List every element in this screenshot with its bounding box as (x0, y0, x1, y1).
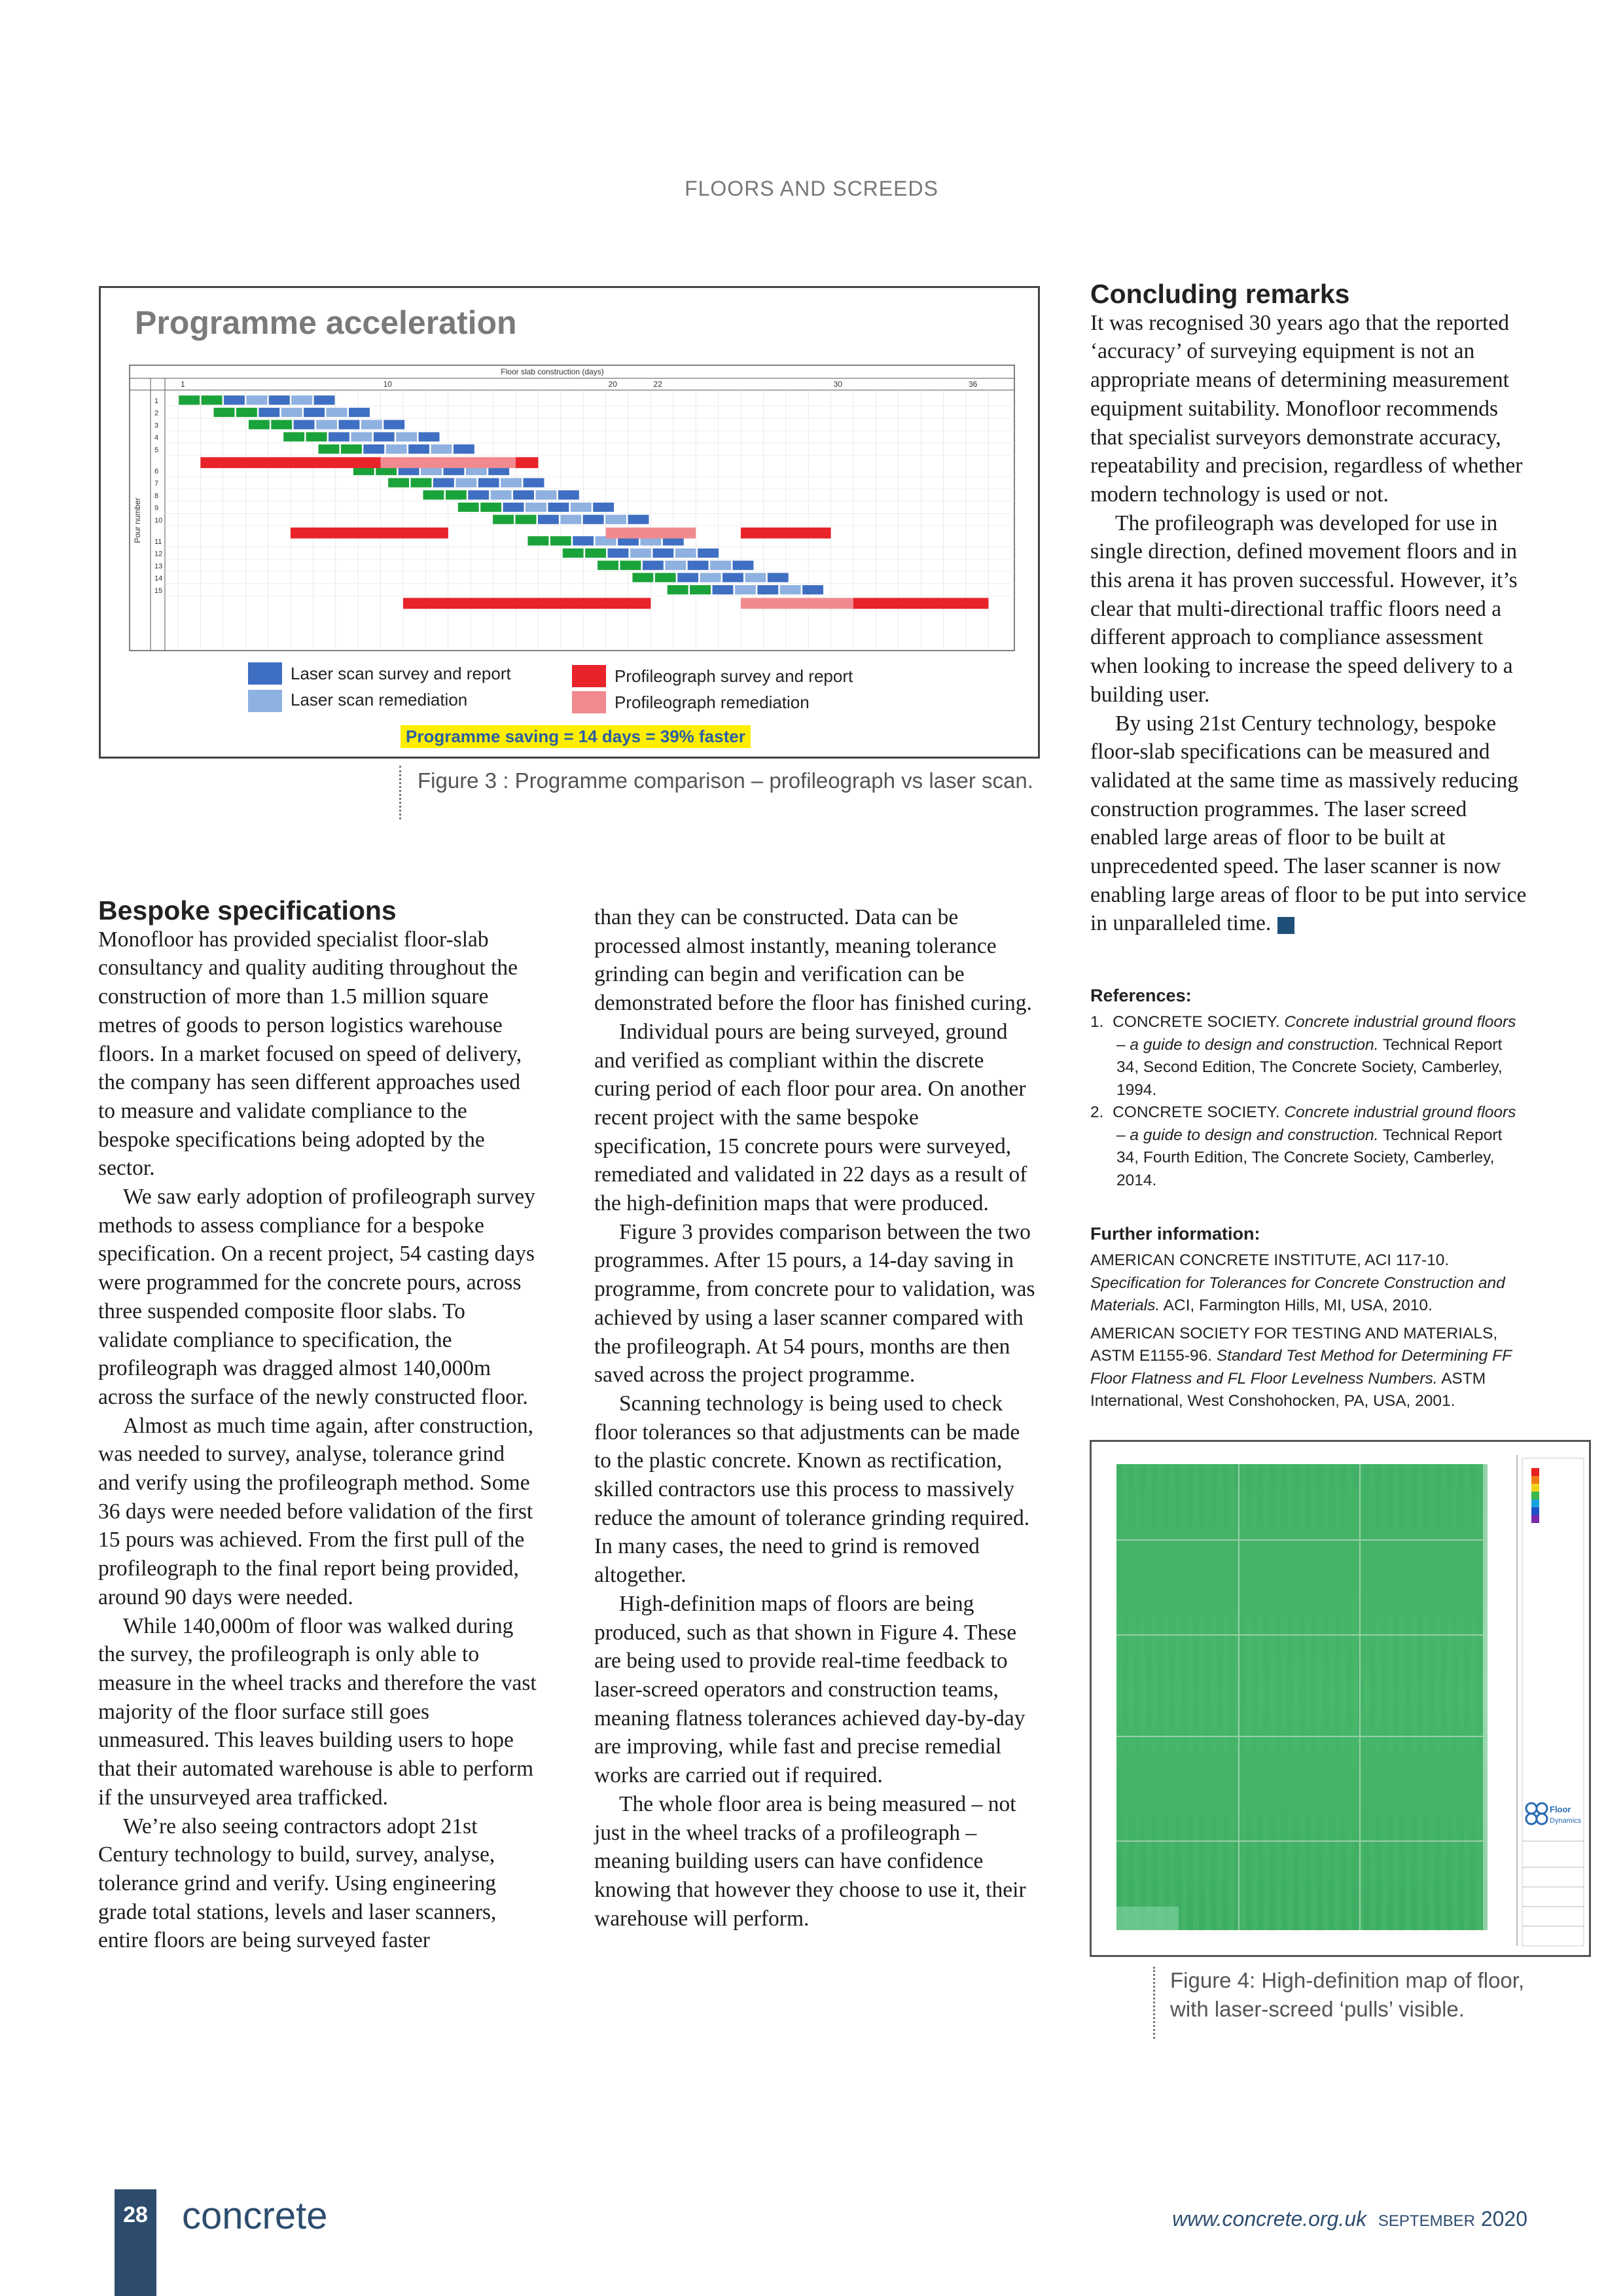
laser-survey-cell (655, 573, 676, 583)
paragraph: than they can be constructed. Data can be processed almost instantly, meaning tolerance grinding can begin and verification can be demonstrated before the floor has finished curing. (594, 905, 1032, 1016)
laser-scan-cell (269, 395, 290, 405)
further-information-block (1090, 1224, 1529, 1413)
further-details: ASTM International, West Conshohocken, PA, USA, 2001. (1090, 1369, 1486, 1410)
programme-saving-highlight: Programme saving = 14 days = 39% faster (401, 725, 751, 748)
reference-details: Technical Report 34, Second Edition, The Concrete Society, Camberley, 1994. (1116, 1035, 1503, 1099)
laser-scan-cell (677, 573, 698, 583)
further-title: Standard Test Method for Determining FF Floor Flatness and FL Floor Levelness Numbers. (1090, 1347, 1512, 1388)
further-item (1090, 1323, 1529, 1413)
gantt-chart (127, 360, 1017, 661)
laser-scan-cell (573, 536, 594, 546)
laser-scan-cell (652, 548, 673, 558)
screed-pull-stripe (1293, 1464, 1299, 1930)
footer-issue-info (1172, 2207, 1527, 2231)
paragraph: Scanning technology is being used to check floor tolerances so that adjustments can be made to the plastic concrete. Known as rectification, skilled contractors use this process to massively reduce the amount of tolerance grinding required. In many cases, the need to grind is removed altogether. (594, 1391, 1030, 1588)
laser-remediation-cell (361, 420, 382, 429)
laser-remediation-cell (665, 560, 686, 570)
x-tick-label: 36 (969, 380, 978, 389)
screed-pull-stripe (1116, 1464, 1122, 1930)
laser-survey-cell (306, 432, 327, 442)
magazine-name: concrete (182, 2195, 328, 2237)
laser-survey-cell (283, 432, 304, 442)
laser-survey-cell (458, 503, 479, 512)
screed-pull-stripe (1140, 1464, 1146, 1930)
screed-pull-stripe (1128, 1464, 1134, 1930)
screed-pull-stripe (1435, 1464, 1440, 1930)
laser-scan-cell (802, 585, 823, 595)
profileograph-survey-bar (741, 528, 831, 539)
row-label: 11 (154, 538, 162, 546)
laser-scan-cell (698, 548, 719, 558)
laser-scan-cell (454, 444, 474, 454)
x-tick-label: 22 (653, 380, 662, 389)
screed-pull-stripe (1352, 1464, 1358, 1930)
footer-year: 2020 (1480, 2207, 1527, 2231)
screed-pull-stripe (1470, 1464, 1476, 1930)
caption-dotted-rule (399, 766, 401, 819)
laser-scan-cell (558, 490, 579, 500)
heading-bespoke-specifications: Bespoke specifications (98, 895, 397, 925)
laser-survey-cell (179, 395, 200, 405)
profileograph-survey-bar (853, 598, 988, 609)
paragraph: Almost as much time again, after construction, was needed to survey, analyse, tolerance grind and verify using the profileograph method. Some 36 days were needed before validation of the first 15 pours was achieved. From the first pull of the profileograph to the final report being provided, around 90 days were needed. (98, 1413, 534, 1609)
laser-survey-cell (318, 444, 339, 454)
legend-profileograph-remediation: Profileograph remediation (615, 692, 810, 712)
laser-remediation-cell (431, 444, 452, 454)
figure-3-caption: Figure 3 : Programme comparison – profileograph vs laser scan. (418, 768, 1033, 793)
screed-pull-stripe (1329, 1464, 1334, 1930)
legend-swatch-profileograph-survey (572, 665, 606, 687)
laser-scan-cell (582, 514, 603, 524)
laser-scan-cell (313, 395, 334, 405)
laser-scan-cell (304, 408, 325, 418)
laser-survey-cell (249, 420, 270, 429)
laser-survey-cell (480, 503, 501, 512)
screed-pull-stripe (1175, 1464, 1181, 1930)
screed-pull-stripe (1199, 1464, 1205, 1930)
end-mark-icon (1277, 917, 1294, 934)
laser-remediation-cell (700, 573, 721, 583)
further-title: Specification for Tolerances for Concrete Construction and Materials. (1090, 1274, 1505, 1314)
screed-pull-stripe (1423, 1464, 1429, 1930)
screed-pull-stripe (1376, 1464, 1382, 1930)
screed-pull-stripe (1305, 1464, 1311, 1930)
x-tick-label: 1 (181, 380, 185, 389)
laser-remediation-cell (291, 395, 312, 405)
laser-scan-cell (433, 478, 454, 488)
colour-scale-swatch (1531, 1468, 1539, 1476)
profileograph-remediation-bar (381, 457, 516, 469)
paragraph: We’re also seeing contractors adopt 21st Century technology to build, survey, analyse, tolerance grind and verify. Using engineering grade total stations, levels and laser scanners, entire floors are being surveyed faster (98, 1814, 497, 1953)
screed-pull-stripe (1340, 1464, 1346, 1930)
paragraph: While 140,000m of floor was walked during the survey, the profileograph is only able to measure in the wheel tracks and therefore the vast majority of the floor surface still goes unmeasured. This leaves building users to hope that their automated warehouse is able to perform if the unsurveyed area trafficked. (98, 1613, 537, 1810)
laser-survey-cell (271, 420, 292, 429)
laser-survey-cell (446, 490, 467, 500)
laser-remediation-cell (326, 408, 347, 418)
screed-pull-stripe (1222, 1464, 1228, 1930)
legend-swatch-laser-remediation (248, 690, 282, 712)
laser-scan-cell (418, 432, 439, 442)
legend-profileograph-survey: Profileograph survey and report (615, 666, 853, 686)
laser-scan-cell (768, 573, 789, 583)
screed-pull-stripe (1270, 1464, 1275, 1930)
laser-survey-cell (213, 408, 234, 418)
screed-pull-stripe (1317, 1464, 1323, 1930)
colour-scale-swatch (1531, 1476, 1539, 1484)
laser-remediation-cell (605, 514, 626, 524)
laser-scan-cell (363, 444, 384, 454)
paragraph (1090, 709, 1532, 939)
laser-scan-cell (548, 503, 569, 512)
laser-remediation-cell (571, 503, 592, 512)
profileograph-survey-bar (403, 598, 651, 609)
section-header: FLOORS AND SCREEDS (685, 177, 938, 200)
laser-remediation-cell (501, 478, 522, 488)
floor-map-image (1092, 1442, 1589, 1955)
heading-concluding-remarks: Concluding remarks (1090, 279, 1350, 309)
laser-remediation-cell (710, 560, 731, 570)
paragraph: We saw early adoption of profileograph survey methods to assess compliance for a bespoke specification. On a recent project, 54 casting days were programmed for the concrete pours, across three suspended composite floor slabs. To validate compliance to specification, the profileograph was dragged almost 140,000m across the surface of the newly constructed floor. (98, 1185, 535, 1409)
laser-remediation-cell (745, 573, 766, 583)
laser-remediation-cell (490, 490, 511, 500)
laser-scan-cell (643, 560, 664, 570)
laser-survey-cell (423, 490, 444, 500)
row-label: 4 (154, 434, 159, 442)
laser-scan-cell (329, 432, 349, 442)
laser-remediation-cell (396, 432, 417, 442)
laser-survey-cell (201, 395, 222, 405)
chart-title: Programme acceleration (135, 304, 517, 341)
laser-scan-cell (513, 490, 534, 500)
references-heading: References: (1090, 986, 1192, 1005)
profileograph-remediation-bar (741, 598, 853, 609)
reference-org: CONCRETE SOCIETY. (1113, 1103, 1280, 1121)
laser-survey-cell (597, 560, 618, 570)
footer-url[interactable]: www.concrete.org.uk (1172, 2207, 1367, 2231)
figure-4-caption: Figure 4: High-definition map of floor, with laser-screed ‘pulls’ visible. (1170, 1968, 1525, 2021)
laser-remediation-cell (351, 432, 372, 442)
laser-scan-cell (722, 573, 743, 583)
profileograph-remediation-bar (606, 528, 696, 539)
laser-scan-cell (374, 432, 395, 442)
paragraph: The whole floor area is being measured – not just in the wheel tracks of a profileograph – meaning building users can have confidence knowing that however they choose to use it, their warehouse will perform. (594, 1791, 1026, 1931)
screed-pull-stripe (1211, 1464, 1217, 1930)
paragraph: The profileograph was developed for use in single direction, defined movement floors and in this arena it has proven successful. However, it’s clear that multi-directional traffic floors need a different approach to compliance assessment when looking to increase the speed delivery to a building user. (1090, 511, 1518, 707)
x-tick-label: 20 (608, 380, 617, 389)
laser-remediation-cell (316, 420, 337, 429)
row-label: 15 (154, 586, 163, 595)
laser-scan-cell (687, 560, 708, 570)
laser-scan-cell (383, 420, 404, 429)
logo-text-dynamics: Dynamics (1550, 1817, 1582, 1825)
laser-survey-cell (341, 444, 362, 454)
profileograph-survey-bar (291, 528, 448, 539)
reference-org: CONCRETE SOCIETY. (1113, 1013, 1280, 1031)
figure-3-programme-chart (99, 286, 1040, 759)
laser-remediation-cell (385, 444, 406, 454)
screed-pull-stripe (1458, 1464, 1464, 1930)
laser-scan-cell (408, 444, 429, 454)
laser-scan-cell (628, 514, 649, 524)
laser-remediation-cell (779, 585, 800, 595)
legend-laser-survey: Laser scan survey and report (291, 664, 511, 683)
laser-remediation-cell (560, 514, 581, 524)
page-number: 28 (123, 2202, 148, 2227)
paragraph: It was recognised 30 years ago that the reported ‘accuracy’ of surveying equipment is not an appropriate means of determining measurement equipment suitability. Monofloor recommends that specialist surveyors demonstrate accuracy, repeatability and precision, regardless of whether modern technology is used or not. (1090, 310, 1523, 507)
further-information-heading: Further information: (1090, 1224, 1260, 1244)
screed-pull-stripe (1152, 1464, 1158, 1930)
laser-scan-cell (478, 478, 499, 488)
reference-title: Concrete industrial ground floors – a guide to design and construction. (1116, 1013, 1516, 1054)
further-item (1090, 1249, 1529, 1318)
screed-pull-stripe (1399, 1464, 1405, 1930)
laser-scan-cell (293, 420, 314, 429)
laser-survey-cell (632, 573, 653, 583)
reference-number: 1. (1090, 1013, 1104, 1031)
laser-scan-cell (607, 548, 628, 558)
row-label: 6 (154, 467, 159, 476)
laser-scan-cell (757, 585, 778, 595)
row-label: 9 (154, 504, 159, 512)
further-org: AMERICAN CONCRETE INSTITUTE, ACI 117-10. (1090, 1251, 1450, 1269)
laser-scan-cell (349, 408, 370, 418)
laser-scan-cell (712, 585, 733, 595)
logo-text-floor: Floor (1550, 1804, 1571, 1814)
laser-survey-cell (527, 536, 548, 546)
laser-survey-cell (388, 478, 409, 488)
laser-survey-cell (585, 548, 606, 558)
laser-remediation-cell (675, 548, 696, 558)
references-block (1090, 986, 1529, 1192)
screed-pull-stripe (1387, 1464, 1393, 1930)
laser-scan-cell (523, 478, 544, 488)
laser-remediation-cell (246, 395, 267, 405)
row-label: 8 (154, 492, 159, 500)
screed-pull-stripe (1187, 1464, 1193, 1930)
laser-survey-cell (563, 548, 584, 558)
x-tick-label: 30 (833, 380, 842, 389)
paragraph-text: By using 21st Century technology, bespoke floor-slab specifications can be measured and validated at the same time as massively reducing construction programmes. The laser screed enabled large areas of floor to be built at unprecedented speed. The laser scanner is now enabling large areas of floor to be put into service in unparalleled time. (1090, 711, 1527, 936)
laser-scan-cell (593, 503, 614, 512)
screed-pull-stripe (1258, 1464, 1264, 1930)
row-label: 10 (154, 516, 163, 525)
colour-scale-swatch (1531, 1484, 1539, 1492)
laser-scan-cell (224, 395, 245, 405)
row-label: 5 (154, 446, 159, 454)
axis-title: Floor slab construction (days) (501, 367, 604, 376)
laser-scan-cell (732, 560, 753, 570)
reference-details: Technical Report 34, Fourth Edition, The Concrete Society, Camberley, 2014. (1116, 1126, 1503, 1189)
laser-survey-cell (620, 560, 641, 570)
profileograph-survey-bar (516, 457, 538, 469)
laser-survey-cell (550, 536, 571, 546)
laser-scan-cell (538, 514, 559, 524)
further-org: AMERICAN SOCIETY FOR TESTING AND MATERIALS, ASTM E1155-96. (1090, 1324, 1498, 1365)
profileograph-survey-bar (200, 457, 380, 469)
paragraph: Figure 3 provides comparison between the two programmes. After 15 pours, a 14-day saving in programme, from concrete pour to validation, was achieved by using a laser scanner compared with the profileograph. At 54 pours, months are then saved across the project programme. (594, 1219, 1035, 1388)
screed-pull-stripe (1281, 1464, 1287, 1930)
screed-pull-stripe (1482, 1464, 1488, 1930)
colour-scale-swatch (1531, 1515, 1539, 1523)
paragraph: Individual pours are being surveyed, ground and verified as compliant within the discrete curing period of each floor pour area. On another recent project with the same bespoke specification, 15 concrete pours were surveyed, remediated and validated in 22 days as a result of the high-definition maps that were produced. (594, 1019, 1027, 1216)
laser-scan-cell (503, 503, 524, 512)
laser-remediation-cell (526, 503, 546, 512)
reference-item (1090, 1011, 1529, 1102)
laser-remediation-cell (535, 490, 556, 500)
row-label: 1 (154, 397, 159, 405)
screed-pull-stripe (1446, 1464, 1452, 1930)
laser-survey-cell (493, 514, 514, 524)
laser-remediation-cell (630, 548, 651, 558)
laser-remediation-cell (735, 585, 756, 595)
screed-pull-stripe (1246, 1464, 1252, 1930)
y-axis-label: Pour number (133, 497, 142, 543)
row-label: 2 (154, 409, 159, 418)
laser-remediation-cell (281, 408, 302, 418)
legend-swatch-laser-survey (248, 662, 282, 685)
row-label: 13 (154, 562, 163, 571)
laser-remediation-cell (455, 478, 476, 488)
paragraph: Monofloor has provided specialist floor-slab consultancy and quality auditing throughout the construction of more than 1.5 million square metres of goods to person logistics warehouse floors. In a market focused on speed of delivery, the company has seen different approaches used to measure and validate compliance to the bespoke specifications being adopted by the sector. (98, 927, 522, 1181)
floor-dynamics-logo-icon (1526, 1803, 1547, 1824)
laser-scan-cell (338, 420, 359, 429)
screed-pull-stripe (1164, 1464, 1169, 1930)
reference-title: Concrete industrial ground floors – a guide to design and construction. (1116, 1103, 1516, 1144)
reference-item (1090, 1102, 1529, 1192)
legend-laser-remediation: Laser scan remediation (291, 690, 468, 709)
row-label: 7 (154, 480, 159, 488)
legend-swatch-profileograph-remediation (572, 691, 606, 713)
caption-dotted-rule (1153, 1967, 1155, 2039)
laser-scan-cell (259, 408, 279, 418)
x-tick-label: 10 (383, 380, 392, 389)
screed-pull-stripe (1411, 1464, 1417, 1930)
footer-month: SEPTEMBER (1378, 2212, 1475, 2230)
colour-scale-swatch (1531, 1507, 1539, 1515)
screed-pull-stripe (1364, 1464, 1370, 1930)
colour-scale-swatch (1531, 1499, 1539, 1507)
further-details: ACI, Farmington Hills, MI, USA, 2010. (1163, 1297, 1433, 1314)
laser-survey-cell (690, 585, 711, 595)
laser-survey-cell (236, 408, 257, 418)
reference-number: 2. (1090, 1103, 1104, 1121)
figure-4-floor-map (1090, 1440, 1591, 1957)
row-label: 14 (154, 575, 163, 583)
column-3 (1090, 280, 1532, 938)
laser-survey-cell (515, 514, 536, 524)
column-2 (594, 903, 1039, 1933)
row-label: 3 (154, 422, 159, 430)
colour-scale-swatch (1531, 1492, 1539, 1499)
laser-scan-cell (468, 490, 489, 500)
laser-survey-cell (410, 478, 431, 488)
paragraph: High-definition maps of floors are being produced, such as that shown in Figure 4. These are being used to provide real-time feedback to laser-screed operators and construction teams, meaning flatness tolerances achieved day-by-day are improving, while fast and precise remedial works are carried out if required. (594, 1591, 1026, 1788)
laser-survey-cell (667, 585, 688, 595)
row-label: 12 (154, 550, 163, 558)
column-1 (98, 897, 537, 1955)
